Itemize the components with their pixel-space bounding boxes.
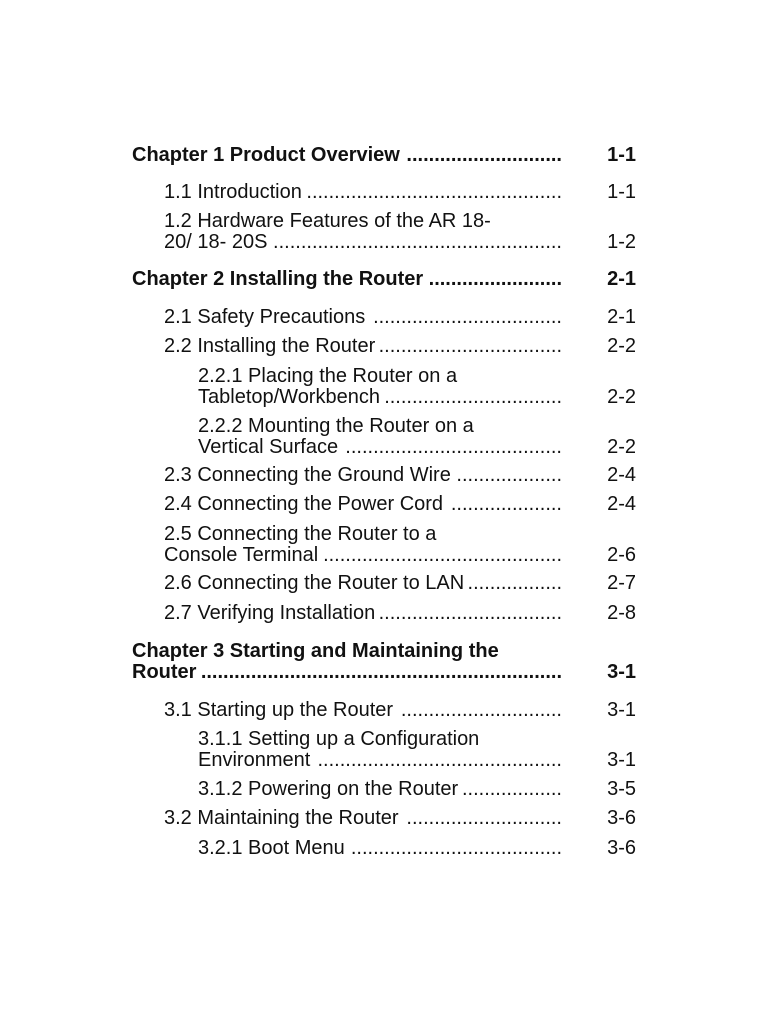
toc-entry-section[interactable] [164, 573, 636, 594]
toc-entry-chapter[interactable] [132, 641, 636, 683]
leader-dots: ................... [456, 465, 562, 485]
toc-entry-section[interactable] [164, 700, 636, 721]
leader-dots: .................................................... [273, 232, 562, 252]
leader-dots: ....................................... [345, 437, 562, 457]
toc-page-number: 3-6 [607, 807, 636, 829]
toc-entry-title: Router [132, 661, 197, 683]
leader-dots: ................................................................. [200, 662, 562, 682]
toc-entry-title: 2.7 Verifying Installation [164, 602, 376, 624]
toc-entry-title: Chapter 2 Installing the Router [132, 268, 424, 290]
toc-page-number: 3-5 [607, 778, 636, 800]
leader-dots: .................................. [373, 307, 562, 327]
toc-entry-chapter[interactable] [132, 145, 636, 166]
toc-entry-section[interactable] [164, 307, 636, 328]
toc-entry-title: 3.1.1 Setting up a Configuration [198, 728, 480, 750]
toc-entry-title: Vertical Surface [198, 436, 339, 458]
leader-dots: .................... [450, 494, 562, 514]
toc-page-number: 1-1 [607, 144, 636, 166]
leader-dots: ................. [467, 573, 562, 593]
toc-entry-title: 3.1 Starting up the Router [164, 699, 394, 721]
toc-page-number: 2-2 [607, 386, 636, 408]
toc-entry-chapter[interactable] [132, 269, 636, 290]
toc-page-number: 1-1 [607, 181, 636, 203]
toc-entry-title: Tabletop/Workbench [198, 386, 380, 408]
toc-entry-title: 2.5 Connecting the Router to a [164, 523, 437, 545]
leader-dots: ................................. [378, 336, 562, 356]
toc-entry-section[interactable] [164, 182, 636, 203]
toc-entry-section[interactable] [164, 494, 636, 515]
toc-entry-section[interactable] [164, 465, 636, 486]
toc-entry-section[interactable] [164, 603, 636, 624]
toc-entry-title: Console Terminal [164, 544, 319, 566]
toc-page-number: 2-4 [607, 493, 636, 515]
toc-entry-section[interactable] [164, 336, 636, 357]
toc-entry-section[interactable] [164, 211, 636, 253]
leader-dots: ........................................... [323, 545, 562, 565]
toc-entry-section[interactable] [164, 524, 636, 566]
leader-dots: ........................ [428, 269, 562, 289]
toc-entry-title: 20/ 18- 20S [164, 231, 268, 253]
toc-entry-title: 2.1 Safety Precautions [164, 306, 366, 328]
toc-page-number: 1-2 [607, 231, 636, 253]
toc-page-number: 2-2 [607, 335, 636, 357]
leader-dots: ............................. [400, 700, 562, 720]
toc-page-number: 2-4 [607, 464, 636, 486]
toc-entry-title: 2.2.1 Placing the Router on a [198, 365, 458, 387]
toc-entry-title: 1.2 Hardware Features of the AR 18- [164, 210, 491, 232]
toc-entry-title: Chapter 1 Product Overview [132, 144, 400, 166]
toc-entry-title: 3.2 Maintaining the Router [164, 807, 399, 829]
toc-page-number: 3-1 [607, 661, 636, 683]
toc-entry-title: 2.4 Connecting the Power Cord [164, 493, 444, 515]
toc-entry-subsection[interactable] [198, 838, 636, 859]
toc-entry-subsection[interactable] [198, 416, 636, 458]
leader-dots: ...................................... [350, 838, 562, 858]
toc-entry-subsection[interactable] [198, 779, 636, 800]
toc-entry-title: 3.1.2 Powering on the Router [198, 778, 459, 800]
toc-page-number: 2-6 [607, 544, 636, 566]
leader-dots: .............................................. [306, 182, 562, 202]
toc-entry-title: 2.3 Connecting the Ground Wire [164, 464, 451, 486]
toc-entry-title: 3.2.1 Boot Menu [198, 837, 345, 859]
leader-dots: ............................ [406, 808, 562, 828]
toc-page-number: 2-1 [607, 306, 636, 328]
toc-entry-section[interactable] [164, 808, 636, 829]
leader-dots: .................. [461, 779, 562, 799]
toc-page-number: 3-1 [607, 699, 636, 721]
leader-dots: ............................ [406, 145, 562, 165]
toc-entry-subsection[interactable] [198, 729, 636, 771]
toc-entry-subsection[interactable] [198, 366, 636, 408]
leader-dots: ................................ [384, 387, 562, 407]
toc-entry-title: 2.2 Installing the Router [164, 335, 376, 357]
toc-entry-title: 2.6 Connecting the Router to LAN [164, 572, 465, 594]
toc-entry-title: Chapter 3 Starting and Maintaining the [132, 640, 499, 662]
toc-entry-title: 2.2.2 Mounting the Router on a [198, 415, 474, 437]
toc-page-number: 2-8 [607, 602, 636, 624]
toc-page-number: 3-6 [607, 837, 636, 859]
toc-page-number: 2-1 [607, 268, 636, 290]
leader-dots: ................................. [378, 603, 562, 623]
leader-dots: ............................................ [317, 750, 562, 770]
toc-page-number: 3-1 [607, 749, 636, 771]
toc-entry-title: Environment [198, 749, 311, 771]
toc-page-number: 2-7 [607, 572, 636, 594]
toc-entry-title: 1.1 Introduction [164, 181, 302, 203]
toc-page-number: 2-2 [607, 436, 636, 458]
